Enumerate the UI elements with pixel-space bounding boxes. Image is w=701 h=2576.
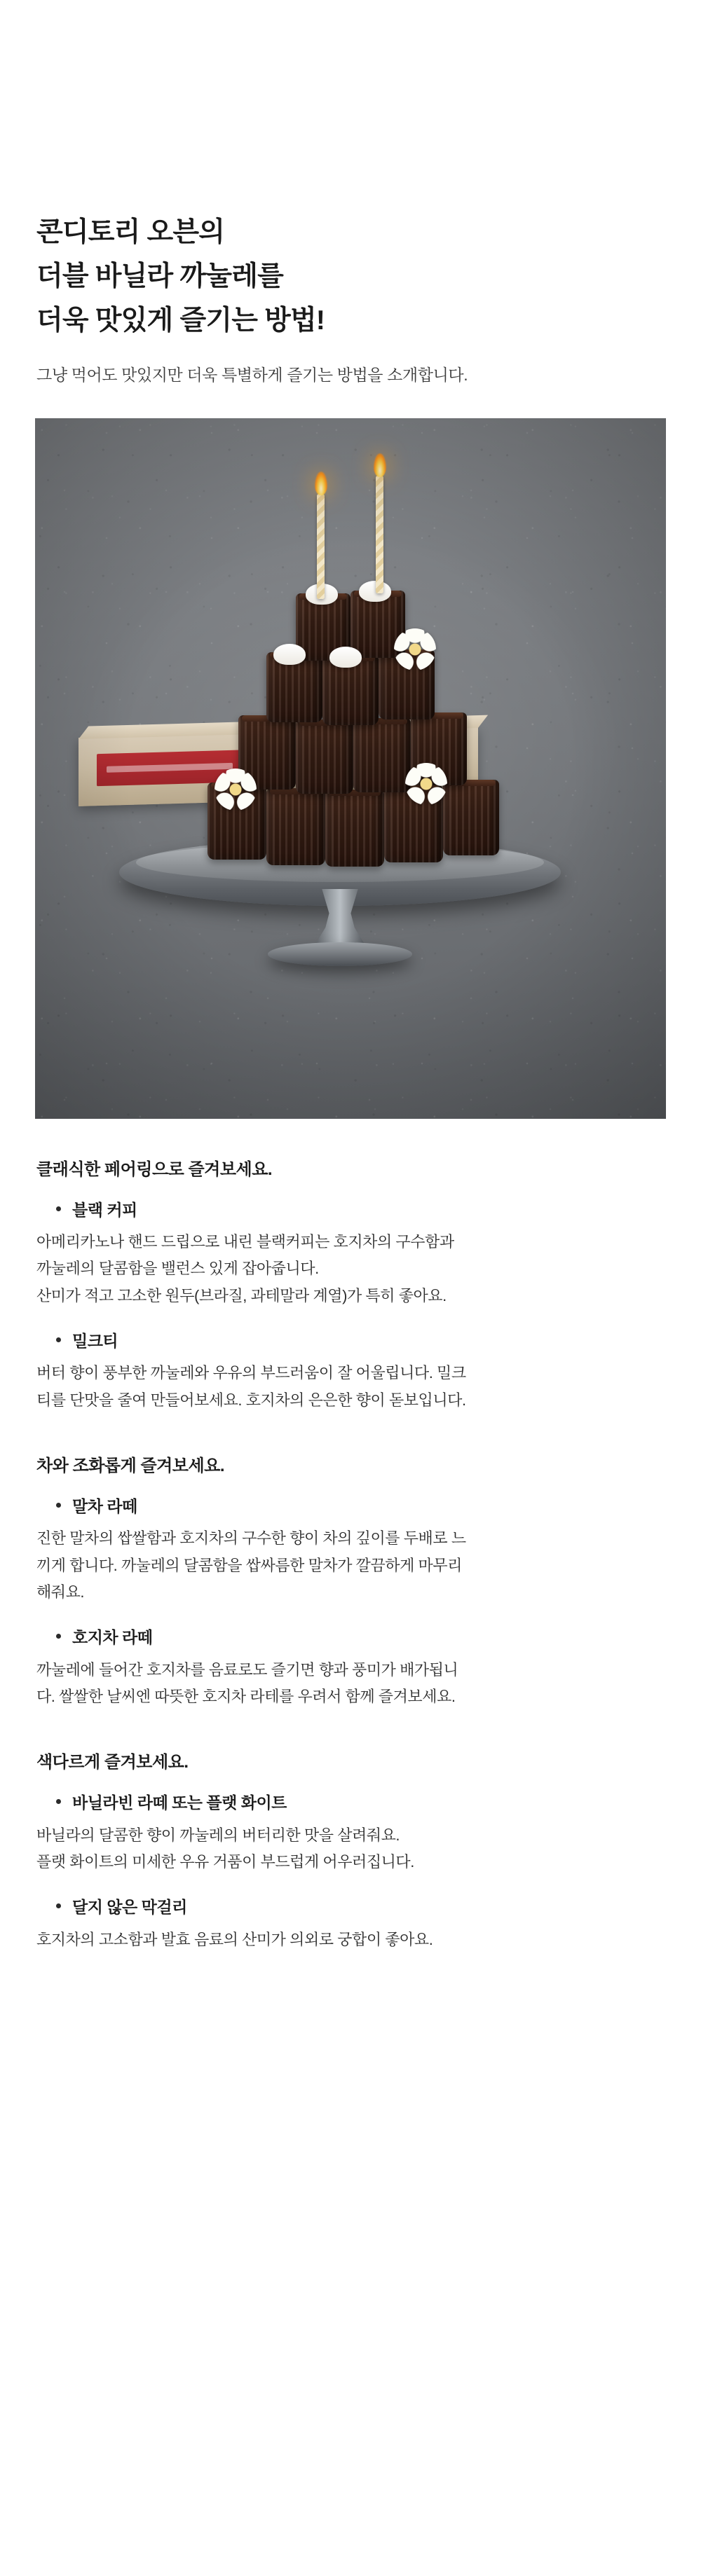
item-body — [36, 1822, 666, 1876]
item-body — [36, 1360, 666, 1414]
title-line-1: 콘디토리 오븐의 — [36, 217, 225, 247]
title-line-3: 더욱 맛있게 즐기는 방법! — [36, 305, 325, 336]
item-title: 호지차 라떼 — [72, 1628, 153, 1647]
bullet-icon — [56, 1903, 61, 1908]
page-title — [35, 210, 666, 389]
content-container — [35, 0, 666, 1953]
section-unique-pairing — [36, 1748, 666, 1953]
item-heading — [36, 1494, 666, 1519]
list-item — [36, 1198, 666, 1309]
item-body-line: 산미가 적고 고소한 원두(브라질, 과테말라 계열)가 특히 좋아요. — [36, 1286, 447, 1304]
bullet-icon — [56, 1799, 61, 1804]
item-title: 블랙 커피 — [72, 1200, 137, 1219]
list-item — [36, 1791, 666, 1875]
item-body — [36, 1229, 666, 1309]
item-body-line: 바닐라의 달콤한 향이 까눌레의 버터리한 맛을 살려줘요. — [36, 1826, 400, 1844]
list-item — [36, 1895, 666, 1953]
item-body-line: 호지차의 고소함과 발효 음료의 산미가 의외로 궁합이 좋아요. — [36, 1930, 433, 1948]
item-title: 바닐라빈 라떼 또는 플랫 화이트 — [72, 1793, 287, 1812]
section-classic-pairing — [36, 1155, 666, 1414]
item-heading — [36, 1895, 666, 1920]
item-body-line: 해줘요. — [36, 1583, 85, 1601]
item-body-line: 아메리카노나 핸드 드립으로 내린 블랙커피는 호지차의 구수함과 — [36, 1233, 454, 1251]
bullet-icon — [56, 1634, 61, 1639]
photo-vignette — [35, 418, 666, 1119]
item-title: 밀크티 — [72, 1331, 118, 1350]
section-title: 차와 조화롭게 즐겨보세요. — [36, 1456, 225, 1475]
section-tea-pairing — [36, 1452, 666, 1710]
item-heading — [36, 1791, 666, 1815]
item-heading — [36, 1329, 666, 1354]
section-title: 클래식한 페어링으로 즐겨보세요. — [36, 1159, 273, 1179]
item-body-line: 버터 향이 풍부한 까눌레와 우유의 부드러움이 잘 어울립니다. 밀크 — [36, 1364, 466, 1382]
item-body-line: 까눌레의 달콤함을 밸런스 있게 잡아줍니다. — [36, 1260, 319, 1278]
list-item — [36, 1329, 666, 1414]
item-body — [36, 1927, 666, 1953]
bullet-icon — [56, 1337, 61, 1342]
bullet-icon — [56, 1206, 61, 1211]
bullet-icon — [56, 1503, 61, 1508]
title-line-2: 더블 바닐라 까눌레를 — [36, 261, 283, 292]
item-body — [36, 1525, 666, 1606]
item-body-line: 까눌레에 들어간 호지차를 음료로도 즐기면 향과 풍미가 배가됩니 — [36, 1660, 458, 1679]
sections-container — [35, 1155, 666, 1953]
list-item — [36, 1625, 666, 1710]
item-body-line: 진한 말차의 쌉쌀함과 호지차의 구수한 향이 차의 깊이를 두배로 느 — [36, 1529, 466, 1548]
page-subtitle: 그냥 먹어도 맛있지만 더욱 특별하게 즐기는 방법을 소개합니다. — [36, 365, 468, 384]
item-heading — [36, 1198, 666, 1222]
item-title: 말차 라떼 — [72, 1496, 137, 1515]
list-item — [36, 1494, 666, 1606]
hero-image — [35, 418, 666, 1119]
item-body-line: 다. 쌀쌀한 날씨엔 따뜻한 호지차 라테를 우려서 함께 즐겨보세요. — [36, 1688, 456, 1705]
item-body-line: 티를 단맛을 줄여 만들어보세요. 호지차의 은은한 향이 돋보입니다. — [36, 1391, 466, 1409]
item-body-line: 끼게 합니다. 까눌레의 달콤함을 쌉싸름한 말차가 깔끔하게 마무리 — [36, 1556, 462, 1574]
hero-background — [35, 418, 666, 1119]
item-body — [36, 1657, 666, 1711]
item-body-line: 플랫 화이트의 미세한 우유 거품이 부드럽게 어우러집니다. — [36, 1853, 414, 1871]
item-title: 달지 않은 막걸리 — [72, 1898, 187, 1917]
item-heading — [36, 1625, 666, 1650]
section-title: 색다르게 즐겨보세요. — [36, 1753, 189, 1772]
